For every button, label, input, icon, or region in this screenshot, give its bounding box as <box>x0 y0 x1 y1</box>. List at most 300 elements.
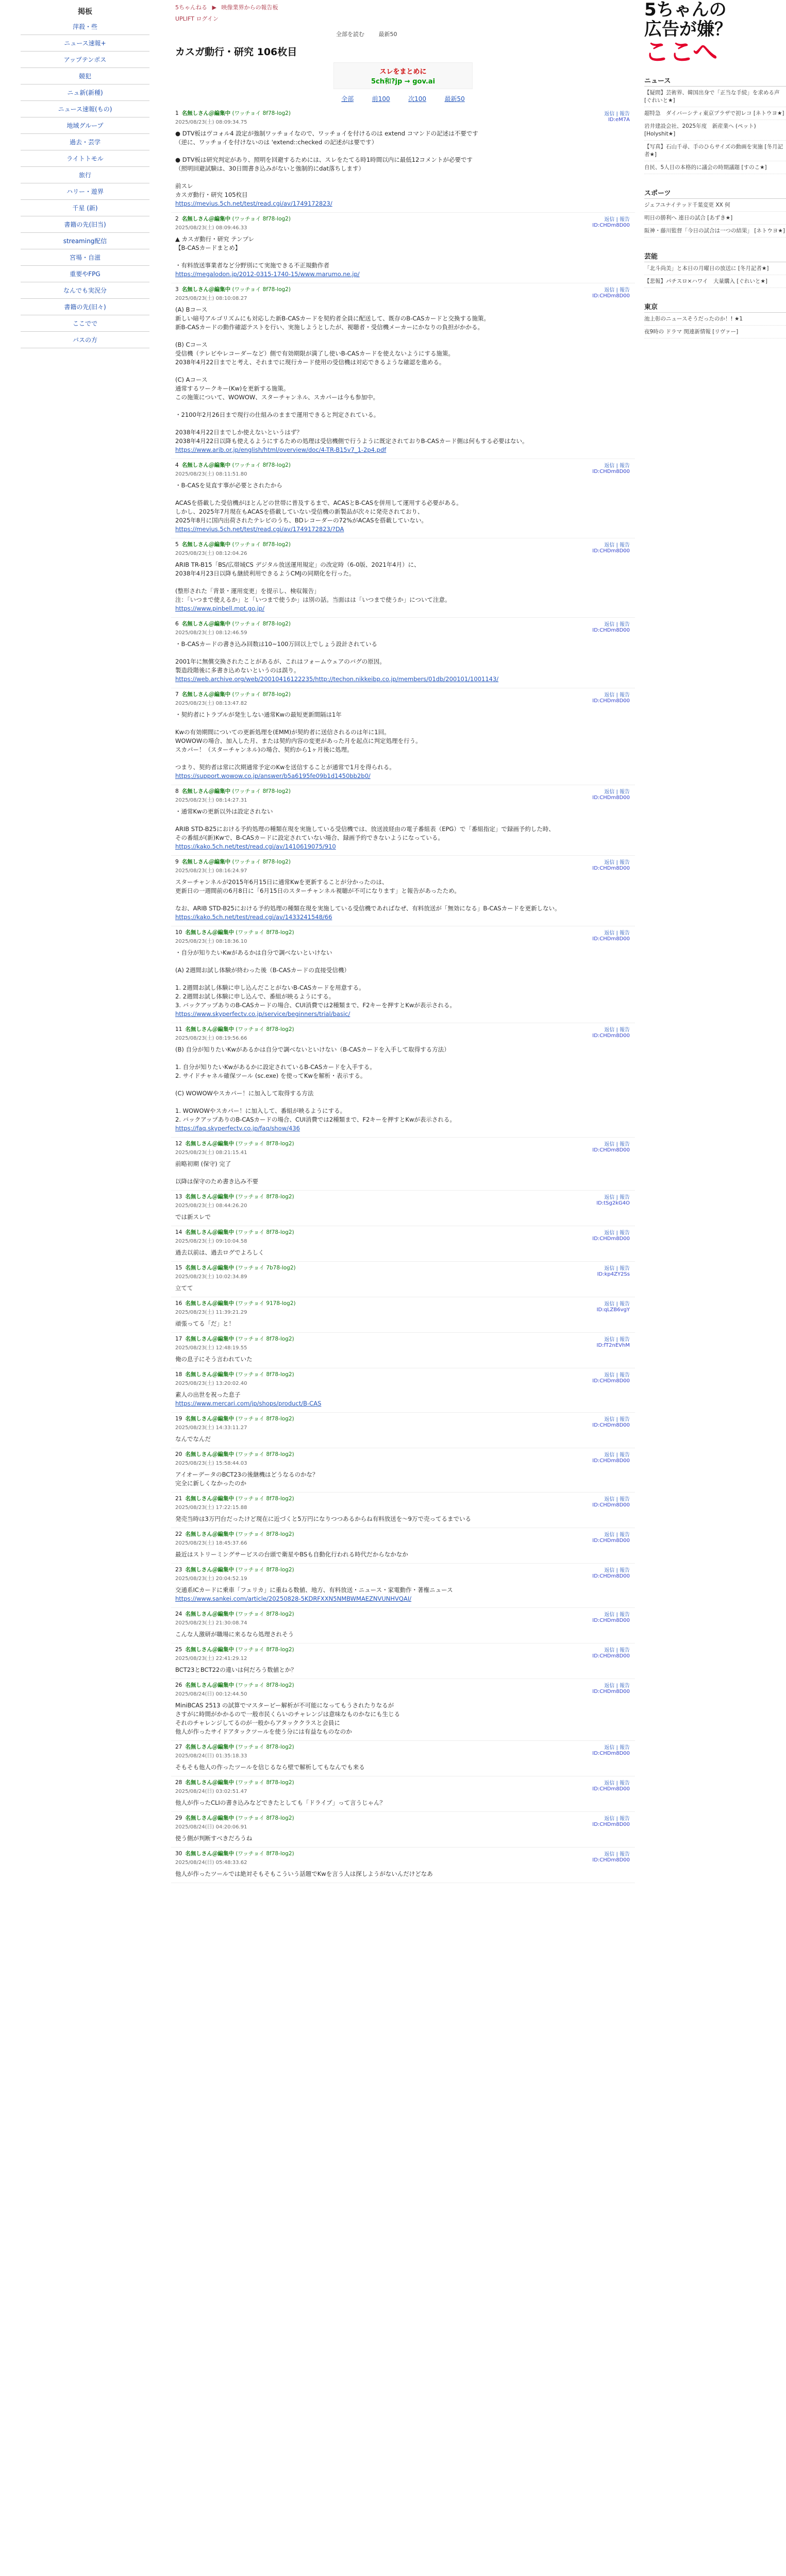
post-text: 俺の息子にそう言われていた <box>175 1355 253 1363</box>
post-link[interactable]: https://www.skyperfectv.co.jp/service/beginners/trial/basic/ <box>175 1010 350 1018</box>
report-link[interactable]: 報告 <box>620 463 630 469</box>
post-number[interactable]: 8 <box>175 788 179 794</box>
report-link[interactable]: 報告 <box>620 1301 630 1307</box>
post-number[interactable]: 17 <box>175 1336 182 1342</box>
poster-id[interactable]: ID:CHDm8D00 <box>592 1033 630 1039</box>
post-text: 過去以前は、過去ログでよろしく <box>175 1249 264 1256</box>
reply-link[interactable]: 返信 <box>604 692 615 698</box>
post-text: 使う側が判断すべきだろうね <box>175 1835 253 1842</box>
reply-link[interactable]: 返信 <box>604 789 615 795</box>
report-link[interactable]: 報告 <box>620 860 630 866</box>
post-date: 2025/08/24(日) 03:02:51.47 <box>175 1789 247 1794</box>
news-item-link[interactable]: 池上彰のニュースそうだったのか！! ★1 <box>644 315 786 326</box>
reply-link[interactable]: 返信 <box>604 860 615 866</box>
post-number[interactable]: 12 <box>175 1141 182 1147</box>
post-date: 2025/08/24(日) 00:12:44.50 <box>175 1691 247 1697</box>
post-date: 2025/08/23(土) 12:48:19.55 <box>175 1345 247 1351</box>
poster-id[interactable]: ID:tSg2kG4O <box>596 1200 630 1206</box>
report-link[interactable]: 報告 <box>620 1266 630 1272</box>
post-date: 2025/08/23(土) 08:44:26.20 <box>175 1203 247 1209</box>
post-actions: 返信 | 報告 ID:CHDm8D00 <box>592 1452 630 1464</box>
post-body <box>175 807 631 851</box>
poster-name: 名無しさん＠編集中 <box>185 1336 234 1342</box>
poster-tag: (ワッチョイ 8f78-log2) <box>236 1611 294 1617</box>
board-link[interactable]: 萍殺・些 <box>21 19 149 35</box>
report-link[interactable]: 報告 <box>620 1852 630 1857</box>
news-item-link[interactable]: ジェフユナイテッド千葉変更 XX 何 <box>644 201 786 212</box>
poster-id[interactable]: ID:CHDm8D00 <box>592 1422 630 1428</box>
post-list <box>171 107 635 1883</box>
report-link[interactable]: 報告 <box>620 1417 630 1422</box>
post-header <box>175 787 631 795</box>
poster-id[interactable]: ID:CHDm8D00 <box>592 1653 630 1659</box>
report-link[interactable]: 報告 <box>620 1816 630 1822</box>
post-header <box>175 1140 631 1147</box>
post-body <box>175 481 631 534</box>
pager-next100[interactable]: 次100 <box>408 95 427 103</box>
breadcrumb <box>175 3 635 11</box>
post-date: 2025/08/23(土) 08:09:46.33 <box>175 225 247 231</box>
post <box>171 1679 635 1741</box>
reply-link[interactable]: 返信 <box>604 930 615 936</box>
poster-id[interactable]: ID:CHDm8D00 <box>592 628 630 633</box>
board-link[interactable]: 競犯 <box>21 68 149 84</box>
pager-all[interactable]: 全部 <box>341 95 354 103</box>
post-date: 2025/08/23(土) 11:39:21.29 <box>175 1310 247 1315</box>
read-all-link[interactable]: 全部を読む <box>336 31 364 38</box>
post-body <box>175 1435 631 1444</box>
reply-link[interactable]: 返信 <box>604 217 615 223</box>
board-link[interactable]: 千星 (新) <box>21 200 149 216</box>
poster-name: 名無しさん＠編集中 <box>181 110 231 116</box>
post-number[interactable]: 18 <box>175 1371 182 1378</box>
post-date: 2025/08/23(土) 22:41:29.12 <box>175 1656 247 1662</box>
report-link[interactable]: 報告 <box>620 1027 630 1033</box>
post-actions: 返信 | 報告 ID:CHDm8D00 <box>592 1745 630 1756</box>
report-link[interactable]: 報告 <box>620 1683 630 1689</box>
poster-name: 名無しさん＠編集中 <box>185 929 234 936</box>
poster-name: 名無しさん＠編集中 <box>181 216 231 222</box>
report-link[interactable]: 報告 <box>620 692 630 698</box>
post-text: こんな人激研が職場に来るなら処理されそう <box>175 1631 294 1638</box>
poster-tag: (ワッチョイ 8f78-log2) <box>236 1194 294 1200</box>
post-number[interactable]: 19 <box>175 1416 182 1422</box>
poster-id[interactable]: ID:fT2nEVhM <box>596 1343 630 1348</box>
post-text: 交通系ICカードに乗車「フェリカ」に重ねる数値、地方、有料放送・ニュース・家電動作・著権ニュース <box>175 1586 453 1594</box>
post-body <box>175 1586 631 1603</box>
post-date: 2025/08/23(土) 21:30:08.74 <box>175 1620 247 1626</box>
report-link[interactable]: 報告 <box>620 1648 630 1653</box>
post <box>171 459 635 538</box>
post-header <box>175 1228 631 1236</box>
board-link[interactable]: ここでで <box>21 315 149 332</box>
poster-id[interactable]: ID:CHDm8D00 <box>592 1822 630 1827</box>
poster-id[interactable]: ID:CHDm8D00 <box>592 293 630 299</box>
news-item-link[interactable]: 明日の勝利へ 連日の試合 [あずき★] <box>644 214 786 225</box>
reply-link[interactable]: 返信 <box>604 1337 615 1343</box>
report-link[interactable]: 報告 <box>620 111 630 117</box>
poster-id[interactable]: ID:CHDm8D00 <box>592 1147 630 1153</box>
post-actions: 返信 | 報告 ID:CHDm8D00 <box>592 1532 630 1544</box>
news-section-title: スポーツ <box>644 188 786 199</box>
post-header <box>175 690 631 698</box>
post-link[interactable]: https://kako.5ch.net/test/read.cgi/av/1433241548/66 <box>175 913 332 921</box>
promo-box[interactable] <box>333 62 473 89</box>
poster-id[interactable]: ID:CHDm8D00 <box>592 1786 630 1792</box>
post-number[interactable]: 15 <box>175 1265 182 1271</box>
poster-id[interactable]: ID:qLZB6vgY <box>596 1307 630 1313</box>
poster-name: 名無しさん＠編集中 <box>185 1780 234 1786</box>
post-body <box>175 1248 631 1257</box>
post-date: 2025/08/23(土) 08:19:56.66 <box>175 1036 247 1041</box>
ad-banner-line-3: ここへ <box>644 38 718 66</box>
poster-id[interactable]: ID:CHDm8D00 <box>592 795 630 801</box>
reply-link[interactable]: 返信 <box>604 1372 615 1378</box>
news-item-link[interactable]: 自民、5人目の本格的に議会の時期議題 [すのこ★] <box>644 164 786 174</box>
post-header <box>175 1681 631 1689</box>
post-link[interactable]: https://mevius.5ch.net/test/read.cgi/av/1749172823/ <box>175 200 332 207</box>
post-number[interactable]: 11 <box>175 1026 182 1032</box>
post-number[interactable]: 2 <box>175 216 179 222</box>
news-item-link[interactable]: 【写真】石山千尋、手のひらサイズの動画を実施 [冬月記者★] <box>644 143 786 161</box>
post-text: ARIB TR-B15「BS/広帯域CS デジタル放送運用規定」の改定時（6-0版、2021年4月）に、 2038年4月23日以降も継続利用できるようCMJの同期化を行った。 (整形された「背景・運用変更」を提示し、検収報告」 注：「いつまで使えるか」と「いつまで使うか」は別の話。当面はは「いつまで使うか」について注意。 <box>175 561 451 603</box>
reply-link[interactable]: 返信 <box>604 1230 615 1236</box>
board-link[interactable]: streaming配信 <box>21 233 149 249</box>
post-date: 2025/08/23(土) 20:04:52.19 <box>175 1576 247 1582</box>
post-body <box>175 1666 631 1674</box>
poster-id[interactable]: ID:eM7A <box>608 117 630 123</box>
post-actions: 返信 | 報告 ID:CHDm8D00 <box>592 622 630 633</box>
report-link[interactable]: 報告 <box>620 789 630 795</box>
reply-link[interactable]: 返信 <box>604 1301 615 1307</box>
post-actions: 返信 | 報告 ID:CHDm8D00 <box>592 1568 630 1579</box>
news-section <box>644 251 786 288</box>
pager-latest50[interactable]: 最新50 <box>444 95 465 103</box>
news-item-link[interactable]: 岩井建設会社、2025年度 新産業へ (ペット) [Holyshit★] <box>644 123 786 141</box>
reply-link[interactable]: 返信 <box>604 1816 615 1822</box>
post-number[interactable]: 1 <box>175 110 179 116</box>
post-text: 前略初期 (保守) 完了 以降は保守のため書き込み不要 <box>175 1160 258 1185</box>
board-link[interactable]: バスの方 <box>21 332 149 348</box>
right-sidebar <box>644 0 786 2576</box>
post-number[interactable]: 30 <box>175 1851 182 1857</box>
reply-link[interactable]: 返信 <box>604 1648 615 1653</box>
poster-tag: (ワッチョイ 8f78-log2) <box>232 788 291 794</box>
poster-name: 名無しさん＠編集中 <box>185 1611 234 1617</box>
post-body <box>175 306 631 454</box>
poster-id[interactable]: ID:CHDm8D00 <box>592 1458 630 1464</box>
post-number[interactable]: 23 <box>175 1567 182 1573</box>
post-actions: 返信 | 報告 ID:CHDm8D00 <box>592 1372 630 1384</box>
reply-link[interactable]: 返信 <box>604 1027 615 1033</box>
report-link[interactable]: 報告 <box>620 1230 630 1236</box>
post-actions: 返信 | 報告 ID:CHDm8D00 <box>592 1027 630 1039</box>
post <box>171 1643 635 1679</box>
poster-tag: (ワッチョイ 8f78-log2) <box>232 621 291 627</box>
board-link[interactable]: ハリー・遊界 <box>21 183 149 200</box>
poster-name: 名無しさん＠編集中 <box>181 621 231 627</box>
report-link[interactable]: 報告 <box>620 287 630 293</box>
post-number[interactable]: 24 <box>175 1611 182 1617</box>
post-header <box>175 109 631 117</box>
poster-id[interactable]: ID:CHDm8D00 <box>592 1502 630 1508</box>
post-text: ・通常Kwの更新以外は設定されない ARIB STD-B25における予約処理の種類在現を実施している受信機では、放送波経由の電子番組表（EPG）で「番組指定」で録画予約した時、 その番組が(新)Kwで、B-CASカードに設定されていない場合、録画予約できないようになっている。 <box>175 808 555 841</box>
post-text: 発売当時は3万円台だったけど現在に近づくと5万円になりつつあるからね有料放送を〜9万で売ってるまでいる <box>175 1515 471 1522</box>
post <box>171 1368 635 1413</box>
post-header <box>175 1335 631 1343</box>
post-actions: 返信 | 報告 ID:CHDm8D00 <box>592 1612 630 1623</box>
board-link[interactable]: ニュ新(新種) <box>21 84 149 101</box>
reply-link[interactable]: 返信 <box>604 287 615 293</box>
report-link[interactable]: 報告 <box>620 1142 630 1147</box>
poster-tag: (ワッチョイ 8f78-log2) <box>232 110 291 116</box>
reply-link[interactable]: 返信 <box>604 1195 615 1200</box>
news-item-link[interactable]: 阪神・藤川監督「今日の試合は一つの結果」 [ネトウヨ★] <box>644 227 786 238</box>
post-number[interactable]: 26 <box>175 1682 182 1688</box>
post-header <box>175 1370 631 1378</box>
post-date: 2025/08/23(土) 15:58:44.03 <box>175 1461 247 1466</box>
post-number[interactable]: 4 <box>175 462 179 468</box>
post-date: 2025/08/23(土) 08:10:08.27 <box>175 296 247 301</box>
reply-link[interactable]: 返信 <box>604 1266 615 1272</box>
post-number[interactable]: 29 <box>175 1815 182 1821</box>
report-link[interactable]: 報告 <box>620 543 630 548</box>
post-number[interactable]: 21 <box>175 1496 182 1502</box>
thread-title: カスガ動行・研究 106枚目 <box>175 46 297 58</box>
reply-link[interactable]: 返信 <box>604 1417 615 1422</box>
post-number[interactable]: 14 <box>175 1229 182 1235</box>
post-text: では新スレで <box>175 1213 211 1221</box>
post-number[interactable]: 10 <box>175 929 182 936</box>
post-number[interactable]: 28 <box>175 1780 182 1786</box>
poster-id[interactable]: ID:CHDm8D00 <box>592 1236 630 1242</box>
post-header <box>175 858 631 866</box>
board-link[interactable]: ライトトモル <box>21 150 149 167</box>
ad-banner-line-2: 広告が嫌？ <box>644 19 732 40</box>
post-link[interactable]: https://megalodon.jp/2012-0315-1740-15/www.marumo.ne.jp/ <box>175 270 360 278</box>
reply-link[interactable]: 返信 <box>604 1781 615 1786</box>
reply-link[interactable]: 返信 <box>604 1452 615 1458</box>
ad-banner[interactable] <box>644 0 786 66</box>
post-link[interactable]: https://www.arib.or.jp/english/html/overview/doc/4-TR-B15v7_1-2p4.pdf <box>175 446 387 453</box>
poster-name: 名無しさん＠編集中 <box>181 541 231 548</box>
post-header <box>175 1299 631 1307</box>
post-link[interactable]: https://web.archive.org/web/20010416122235/http://techon.nikkeibp.co.jp/members/01db/200101/1001143/ <box>175 675 499 683</box>
poster-tag: (ワッチョイ 8f78-log2) <box>236 1744 294 1750</box>
post <box>171 1448 635 1493</box>
news-section-title: 芸能 <box>644 251 786 262</box>
report-link[interactable]: 報告 <box>620 1532 630 1538</box>
post-number[interactable]: 6 <box>175 621 179 627</box>
reply-link[interactable]: 返信 <box>604 1745 615 1751</box>
post-date: 2025/08/23(土) 13:20:02.40 <box>175 1381 247 1386</box>
post-link[interactable]: https://www.mercari.com/jp/shops/product/B-CAS <box>175 1400 322 1407</box>
post-header <box>175 620 631 628</box>
news-section <box>644 188 786 238</box>
login-link[interactable]: UPLIFT ログイン <box>175 15 219 22</box>
reply-link[interactable]: 返信 <box>604 1683 615 1689</box>
reply-link[interactable]: 返信 <box>604 543 615 548</box>
poster-tag: (ワッチョイ 8f78-log2) <box>232 462 291 468</box>
post-date: 2025/08/23(土) 10:02:34.89 <box>175 1274 247 1280</box>
report-link[interactable]: 報告 <box>620 1452 630 1458</box>
post-body <box>175 1213 631 1222</box>
report-link[interactable]: 報告 <box>620 1195 630 1200</box>
news-item-link[interactable]: 夜9時の ドラマ 関連新情報 [リヴァー] <box>644 328 786 338</box>
post-number[interactable]: 16 <box>175 1300 182 1307</box>
board-link[interactable]: ニュース速報(もの) <box>21 101 149 117</box>
board-link[interactable]: 書籍の先(旧々) <box>21 299 149 315</box>
post-text: スターチャンネルが2015年6月15日に通常Kwを更新することが分かったのは、 更新日の一週間前の6月8日に「6月15日のスターチャンネル視聴が不可になります」と報告があったため。 なお、ARIB STD-B25における予約処理の種類在現を実施している受信機であればなぜ、有料放送が「無効になる」B-CASカードを更新しない。 <box>175 878 561 912</box>
post <box>171 538 635 618</box>
post-body <box>175 1834 631 1843</box>
pager-prev100[interactable]: 前100 <box>372 95 390 103</box>
report-link[interactable]: 報告 <box>620 622 630 628</box>
post-number[interactable]: 22 <box>175 1531 182 1537</box>
post-number[interactable]: 9 <box>175 859 179 865</box>
poster-id[interactable]: ID:CHDm8D00 <box>592 1751 630 1756</box>
board-link[interactable]: 書籍の先(旧当) <box>21 216 149 233</box>
reply-link[interactable]: 返信 <box>604 1142 615 1147</box>
board-link[interactable]: ニュース速報+ <box>21 35 149 52</box>
poster-name: 名無しさん＠編集中 <box>181 691 231 698</box>
post-text: (B) 自分が知りたいKwがあるかは自分で調べないといけない（B-CASカードを入手して取得する方法） 1. 自分が知りたいKwがあるかに設定されているB-CASカードを入手する。 2. サイドチャネル確保ツール (sc.exe) を使ってKwを解析・表示する。 (C) WOWOWやスカパー！に加入して取得する方法 1. WOWOWやスカパー！に加入して、番組が映るようにする。 2. バックアップありのB-CASカードの場合、CUI消費では2種類まで、F2キーを押すとKwが表示される。 <box>175 1046 456 1123</box>
post-text: 最近はストリーミングサービスの台頭で衛星やBSも自動化行われる時代だからなかなか <box>175 1551 408 1558</box>
left-navigation <box>0 0 170 2576</box>
board-link[interactable]: 旅行 <box>21 167 149 183</box>
report-link[interactable]: 報告 <box>620 1337 630 1343</box>
post-link[interactable]: https://kako.5ch.net/test/read.cgi/av/1410619075/910 <box>175 843 336 850</box>
breadcrumb-home[interactable]: 5ちゃんねる <box>175 4 207 11</box>
post-number[interactable]: 5 <box>175 541 179 548</box>
reply-link[interactable]: 返信 <box>604 1852 615 1857</box>
post <box>171 1741 635 1776</box>
post-text: 他人が作ったツールでは絶対そもそもこういう話題でKwを言う人は探しようがないんだけどなあ <box>175 1870 433 1877</box>
poster-tag: (ワッチョイ 8f78-log2) <box>236 1416 294 1422</box>
board-link[interactable]: 宮場・自滋 <box>21 249 149 266</box>
post-link[interactable]: https://www.sankei.com/article/20250828-5KDRFXXN5NMBWMAEZNVUNHVQAI/ <box>175 1595 412 1602</box>
reply-link[interactable]: 返信 <box>604 1568 615 1573</box>
post <box>171 1528 635 1564</box>
news-item-link[interactable]: 「北斗尚美」と本日の月曜日の放送に [冬月記者★] <box>644 265 786 275</box>
report-link[interactable]: 報告 <box>620 1497 630 1502</box>
report-link[interactable]: 報告 <box>620 1781 630 1786</box>
post-date: 2025/08/23(土) 14:33:11.27 <box>175 1425 247 1431</box>
poster-id[interactable]: ID:kp4ZY2Ss <box>597 1272 630 1277</box>
post <box>171 1493 635 1528</box>
breadcrumb-board[interactable]: 映像業界からの報告板 <box>221 4 278 11</box>
poster-tag: (ワッチョイ 8f78-log2) <box>236 1780 294 1786</box>
board-link[interactable]: 過去・芸学 <box>21 134 149 150</box>
post-actions: 返信 | 報告 ID:CHDm8D00 <box>592 1142 630 1153</box>
poster-id[interactable]: ID:CHDm8D00 <box>592 866 630 871</box>
report-link[interactable]: 報告 <box>620 1568 630 1573</box>
report-link[interactable]: 報告 <box>620 1612 630 1618</box>
poster-id[interactable]: ID:CHDm8D00 <box>592 469 630 474</box>
reply-link[interactable]: 返信 <box>604 463 615 469</box>
post-number[interactable]: 7 <box>175 691 179 698</box>
promo-line-1: スレをまとめに <box>379 68 427 76</box>
post-header <box>175 215 631 223</box>
poster-id[interactable]: ID:CHDm8D00 <box>592 1689 630 1694</box>
report-link[interactable]: 報告 <box>620 217 630 223</box>
post <box>171 1226 635 1262</box>
post-header <box>175 1264 631 1272</box>
post-actions: 返信 | 報告 ID:tSg2kG4O <box>596 1195 630 1206</box>
poster-name: 名無しさん＠編集中 <box>185 1531 234 1537</box>
post <box>171 1191 635 1226</box>
news-item-link[interactable]: 【悲報】パチスロ×ハワイ 大量購入 [ぐれいと★] <box>644 278 786 288</box>
poster-id[interactable]: ID:CHDm8D00 <box>592 1618 630 1623</box>
reply-link[interactable]: 返信 <box>604 1612 615 1618</box>
post-actions: 返信 | 報告 ID:CHDm8D00 <box>592 287 630 299</box>
report-link[interactable]: 報告 <box>620 1372 630 1378</box>
board-link[interactable]: 重要やFPG <box>21 266 149 282</box>
post-number[interactable]: 25 <box>175 1647 182 1653</box>
reply-link[interactable]: 返信 <box>604 111 615 117</box>
poster-id[interactable]: ID:CHDm8D00 <box>592 1538 630 1544</box>
post-link[interactable]: https://www.pinbell.mpt.go.jp/ <box>175 605 265 612</box>
post-link[interactable]: https://mevius.5ch.net/test/read.cgi/av/1749172823/?DA <box>175 526 344 533</box>
post <box>171 1608 635 1643</box>
board-link[interactable]: アップテンポス <box>21 52 149 68</box>
post-number[interactable]: 20 <box>175 1451 182 1458</box>
board-link[interactable]: なんでも実況分 <box>21 282 149 299</box>
poster-name: 名無しさん＠編集中 <box>181 286 231 293</box>
reply-link[interactable]: 返信 <box>604 622 615 628</box>
post-text: (A) Bコース 新しい暗号アルゴリズムにも対応した新B-CASカードを契約者全員に配送して、既存のB-CASカードと交換する施策。 新B-CASカードの動作確認テストを行い、実施しようとしたが、視聴者・受信機メーカーにかなりの負担がかかる。 (B) Cコース 受信機（テレビやレコーダーなど）側で有効期限が満了し使いB-CASカードを使えないようにする施策。 2038年4月22日までと考え、それまでに現行カード使用の受信機は対応できるような確認を進める。 (C) Aコース 通常するワークキー(Kw)を更新する施策。 この施策について、WOWOW、スターチャンネル、スカパーは今も参加中。 ・2100年2月26日まで現行の仕組みのままで運用できると判定されている。 2038年4月22日までしか使えないというはず？ 2038年4月22日以降も使えるようにするための処理は受信機側で行うように既定されておりB-CASカード側は何もする必要はない。 <box>175 306 528 445</box>
report-link[interactable]: 報告 <box>620 930 630 936</box>
poster-id[interactable]: ID:CHDm8D00 <box>592 548 630 554</box>
post-body <box>175 1763 631 1772</box>
post-link[interactable]: https://faq.skyperfectv.co.jp/faq/show/436 <box>175 1125 300 1132</box>
poster-id[interactable]: ID:CHDm8D00 <box>592 936 630 942</box>
post-number[interactable]: 3 <box>175 286 179 293</box>
board-list <box>0 19 170 348</box>
news-item-link[interactable]: 超特急 ダイバーシティ東京プラザで初レコ [ネトウヨ★] <box>644 110 786 120</box>
post-date: 2025/08/23(土) 08:11:51.80 <box>175 471 247 477</box>
post-link[interactable]: https://support.wowow.co.jp/answer/b5a6195fe09b1d1450bb2b0/ <box>175 772 371 779</box>
poster-id[interactable]: ID:CHDm8D00 <box>592 698 630 704</box>
top-links <box>336 30 410 38</box>
poster-id[interactable]: ID:CHDm8D00 <box>592 1573 630 1579</box>
news-item-link[interactable]: 【疑問】芸術界、韓国出身で「正当な手続」を求める声 [ぐれいと★] <box>644 89 786 107</box>
poster-id[interactable]: ID:CHDm8D00 <box>592 223 630 228</box>
poster-name: 名無しさん＠編集中 <box>181 462 231 468</box>
promo-line-2: 5ch和?jp → gov.ai <box>371 78 436 86</box>
latest50-link[interactable]: 最新50 <box>378 31 397 38</box>
poster-tag: (ワッチョイ 8f78-log2) <box>236 1815 294 1821</box>
reply-link[interactable]: 返信 <box>604 1497 615 1502</box>
post-date: 2025/08/23(土) 08:13:47.82 <box>175 701 247 706</box>
post <box>171 618 635 688</box>
reply-link[interactable]: 返信 <box>604 1532 615 1538</box>
board-link[interactable]: 地域グループ <box>21 117 149 134</box>
poster-tag: (ワッチョイ 8f78-log2) <box>232 691 291 698</box>
poster-id[interactable]: ID:CHDm8D00 <box>592 1378 630 1384</box>
post-number[interactable]: 13 <box>175 1194 182 1200</box>
poster-id[interactable]: ID:CHDm8D00 <box>592 1857 630 1863</box>
post-actions: 返信 | 報告 ID:CHDm8D00 <box>592 1816 630 1827</box>
poster-name: 名無しさん＠編集中 <box>181 788 231 794</box>
post-actions: 返信 | 報告 ID:eM7A <box>604 111 630 123</box>
poster-name: 名無しさん＠編集中 <box>185 1265 234 1271</box>
report-link[interactable]: 報告 <box>620 1745 630 1751</box>
post-number[interactable]: 27 <box>175 1744 182 1750</box>
post-text: 他人が作ったCLIの書き込みなどできたとしても「ドライブ」って言うじゃん？ <box>175 1799 386 1806</box>
post <box>171 856 635 926</box>
post-actions: 返信 | 報告 ID:kp4ZY2Ss <box>597 1266 630 1277</box>
